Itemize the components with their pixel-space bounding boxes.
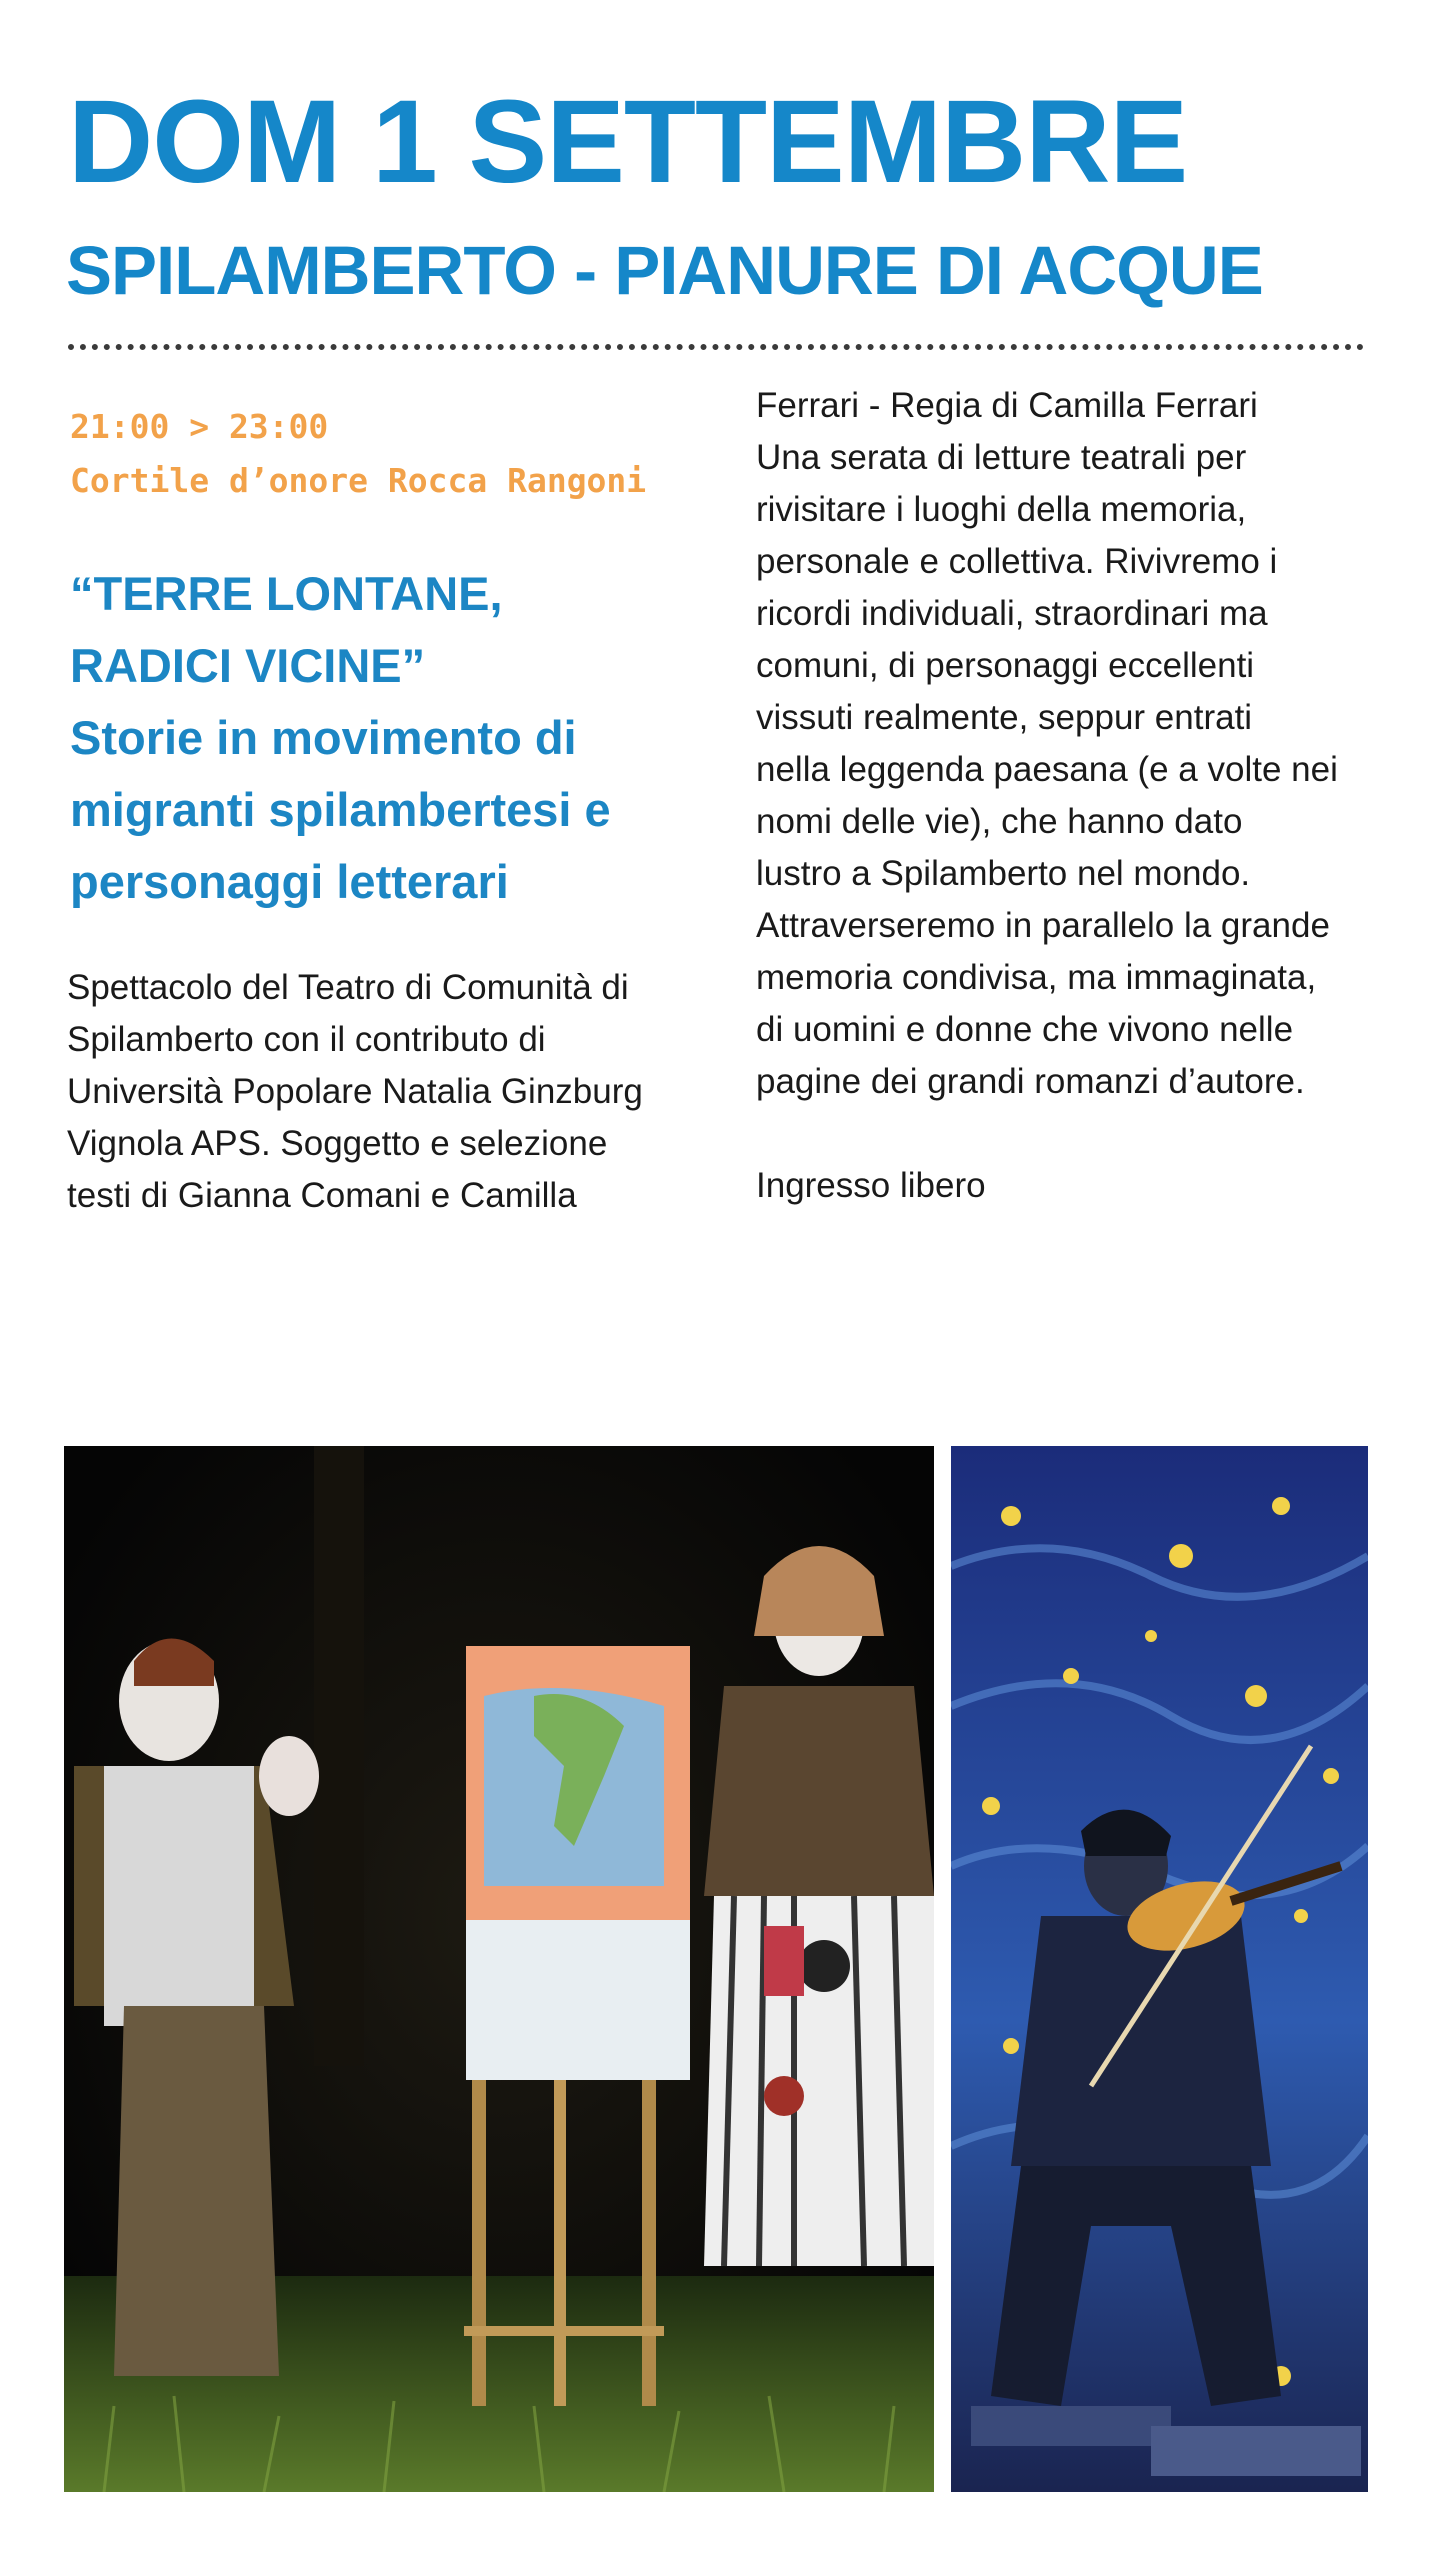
- event-place-title: SPILAMBERTO - PIANURE DI ACQUE: [66, 232, 1263, 309]
- description-line: nomi delle vie), che hanno dato: [756, 802, 1243, 841]
- description-line: nella leggenda paesana (e a volte nei: [756, 750, 1338, 789]
- description-line: ricordi individuali, straordinari ma: [756, 594, 1268, 633]
- event-date-title: DOM 1 SETTEMBRE: [68, 76, 1188, 208]
- description-line: rivisitare i luoghi della memoria,: [756, 490, 1247, 529]
- description-line: testi di Gianna Comani e Camilla: [67, 1176, 577, 1215]
- description-line: Vignola APS. Soggetto e selezione: [67, 1124, 608, 1163]
- performance-photo: [64, 1446, 934, 2492]
- dotted-divider: [68, 344, 1364, 350]
- event-time: 21:00 > 23:00: [70, 407, 329, 446]
- description-line: pagine dei grandi romanzi d’autore.: [756, 1062, 1305, 1101]
- description-right-column: [756, 380, 1396, 1212]
- event-venue: Cortile d’onore Rocca Rangoni: [70, 461, 647, 500]
- description-line: memoria condivisa, ma immaginata,: [756, 958, 1317, 997]
- description-left-column: [67, 962, 707, 1222]
- description-line: comuni, di personaggi eccellenti: [756, 646, 1255, 685]
- show-title: [70, 558, 700, 918]
- show-subtitle-line: personaggi letterari: [70, 855, 509, 908]
- entry-info: Ingresso libero: [756, 1166, 986, 1205]
- violinist-painting: [951, 1446, 1368, 2492]
- show-title-line: “TERRE LONTANE,: [70, 567, 503, 620]
- description-line: vissuti realmente, seppur entrati: [756, 698, 1253, 737]
- show-subtitle-line: Storie in movimento di: [70, 711, 577, 764]
- description-line: personale e collettiva. Rivivremo i: [756, 542, 1278, 581]
- description-line: Ferrari - Regia di Camilla Ferrari: [756, 386, 1258, 425]
- description-line: Spilamberto con il contributo di: [67, 1020, 546, 1059]
- description-line: Attraverseremo in parallelo la grande: [756, 906, 1330, 945]
- description-line: Spettacolo del Teatro di Comunità di: [67, 968, 629, 1007]
- show-title-line: RADICI VICINE”: [70, 639, 426, 692]
- show-subtitle-line: migranti spilambertesi e: [70, 783, 611, 836]
- time-venue-block: [70, 400, 646, 508]
- description-line: lustro a Spilamberto nel mondo.: [756, 854, 1251, 893]
- description-line: Una serata di letture teatrali per: [756, 438, 1247, 477]
- description-line: Università Popolare Natalia Ginzburg: [67, 1072, 643, 1111]
- description-line: di uomini e donne che vivono nelle: [756, 1010, 1294, 1049]
